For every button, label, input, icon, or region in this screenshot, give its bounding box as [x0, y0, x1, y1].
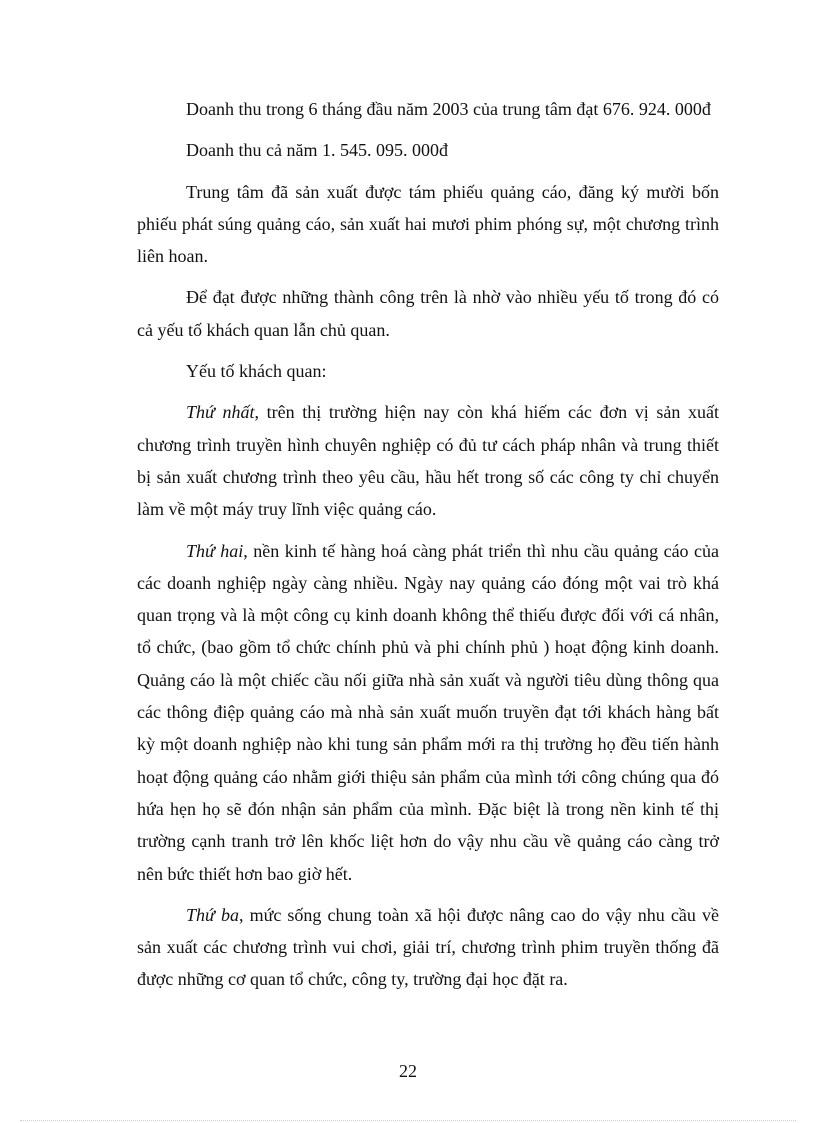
paragraph-lead-italic: Thứ hai — [186, 540, 244, 561]
page-bottom-divider — [20, 1120, 796, 1121]
paragraph-third-factor — [137, 899, 719, 996]
paragraph-revenue-half-year — [137, 93, 719, 125]
paragraph-text: , nền kinh tế hàng hoá càng phát triển thì nhu cầu quảng cáo của các doanh nghiệp ngày càng nhiều. Ngày nay quảng cáo đóng một vai trò khá quan trọng và là một công cụ kinh doanh không thể thiếu được đối với cá nhân, tổ chức, (bao gồm tổ chức chính phủ và phi chính phủ ) hoạt động kinh doanh. Quảng cáo là một chiếc cầu nối giữa nhà sản xuất và người tiêu dùng thông qua các thông điệp quảng cáo mà nhà sản xuất muốn truyền đạt tới khách hàng bất kỳ một doanh nghiệp nào khi tung sản phẩm mới ra thị trường họ đều tiến hành hoạt động quảng cáo nhằm giới thiệu sản phẩm của mình tới công chúng qua đó hứa hẹn họ sẽ đón nhận sản phẩm của mình. Đặc biệt là trong nền kinh tế thị trường cạnh tranh trở lên khốc liệt hơn do vậy nhu cầu về quảng cáo càng trở nên bức thiết hơn bao giờ hết. — [137, 540, 719, 884]
paragraph-lead-italic: Thứ nhất — [186, 402, 255, 423]
paragraph-lead-italic: Thứ ba — [186, 904, 239, 925]
paragraph-second-factor — [137, 535, 719, 890]
paragraph-text: Doanh thu trong 6 tháng đầu năm 2003 của trung tâm đạt 676. 924. 000đ — [186, 99, 711, 119]
paragraph-text: Để đạt được những thành công trên là nhờ vào nhiều yếu tố trong đó có cả yếu tố khách quan lẫn chủ quan. — [137, 287, 719, 340]
paragraph-text: Doanh thu cả năm 1. 545. 095. 000đ — [186, 140, 448, 161]
paragraph-production-summary — [137, 176, 719, 273]
paragraph-text: Yếu tố khách quan: — [186, 361, 327, 382]
paragraph-text: Trung tâm đã sản xuất được tám phiếu quảng cáo, đăng ký mười bốn phiếu phát súng quảng cáo, sản xuất hai mươi phim phóng sự, một chương trình liên hoan. — [137, 181, 719, 267]
page-number: 22 — [399, 1061, 417, 1081]
paragraph-success-factors — [137, 281, 719, 346]
paragraph-text: , mức sống chung toàn xã hội được nâng cao do vậy nhu cầu về sản xuất các chương trình vui chơi, giải trí, chương trình phim truyền thống đã được những cơ quan tổ chức, công ty, trường đại học đặt ra. — [137, 904, 719, 990]
document-body — [137, 93, 719, 1005]
paragraph-revenue-full-year — [137, 134, 719, 166]
paragraph-first-factor — [137, 396, 719, 525]
paragraph-text: , trên thị trường hiện nay còn khá hiếm các đơn vị sản xuất chương trình truyền hình chuyên nghiệp có đủ tư cách pháp nhân và trung thiết bị sản xuất chương trình theo yêu cầu, hầu hết trong số các công ty chỉ chuyển làm về một máy truy lĩnh việc quảng cáo. — [137, 402, 719, 520]
paragraph-objective-factors-heading — [137, 355, 719, 387]
